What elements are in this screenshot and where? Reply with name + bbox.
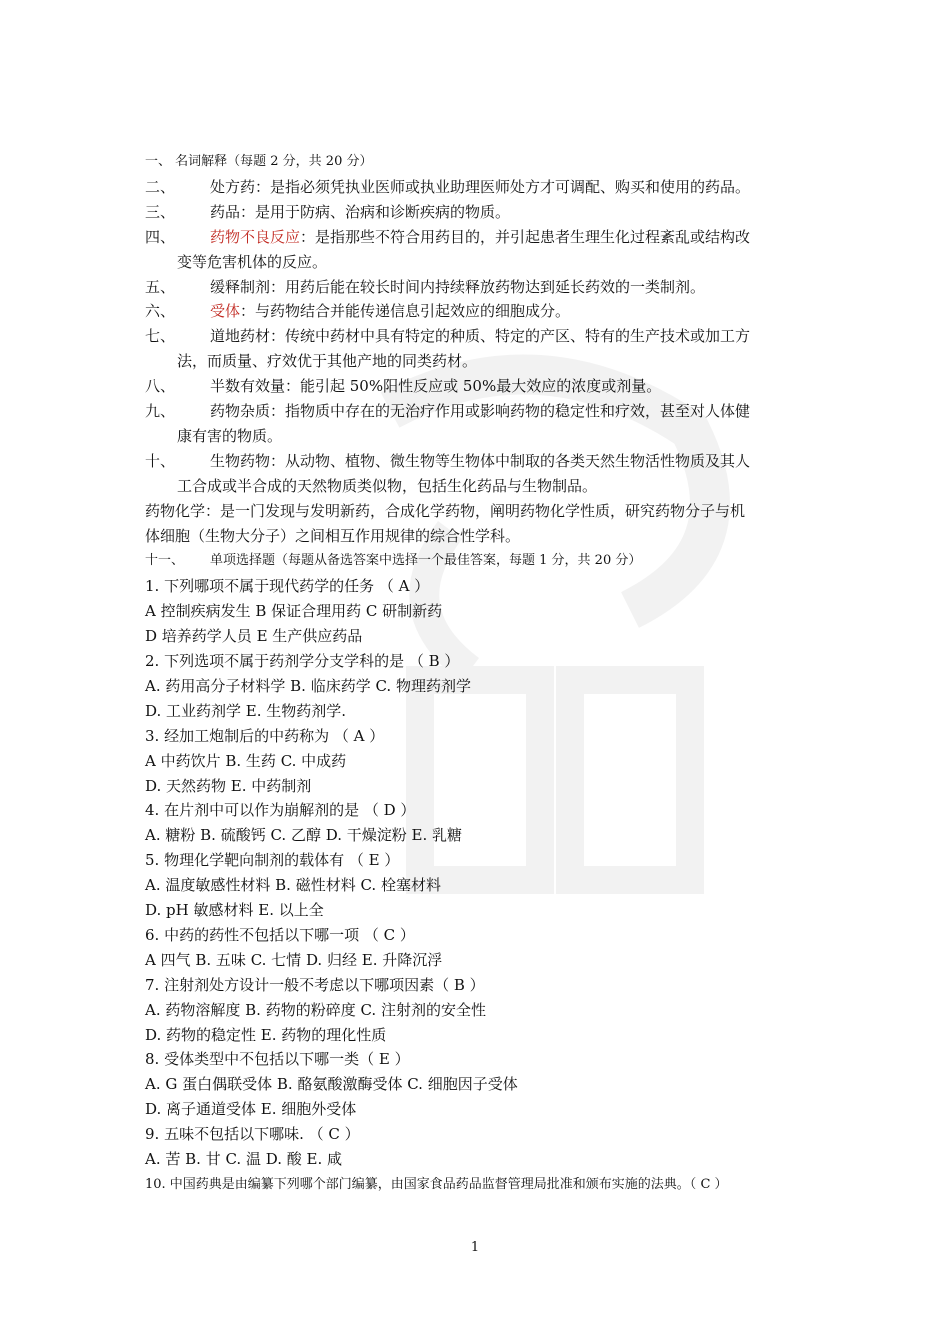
question-options: D. pH 敏感材料 E. 以上全 (145, 901, 324, 919)
question-options: A. 苦 B. 甘 C. 温 D. 酸 E. 咸 (145, 1150, 342, 1168)
item-number: 五、 (145, 278, 176, 296)
definition-continuation: 工合成或半合成的天然物质类似物，包括生化药品与生物制品。 (177, 477, 598, 495)
question: 9. 五味不包括以下哪味. （ C ） (145, 1125, 360, 1143)
definition-item (145, 277, 706, 297)
definition-item (145, 177, 751, 197)
item-text: 生物药物：从动物、植物、微生物等生物体中制取的各类天然生物活性物质及其人 (210, 452, 751, 470)
item-number: 四、 (145, 228, 176, 246)
highlighted-term: 受体 (210, 302, 241, 320)
definition-item (145, 451, 751, 471)
section-heading-definitions: 一、 名词解释（每题 2 分，共 20 分） (145, 154, 373, 169)
item-text: 药物杂质：指物质中存在的无治疗作用或影响药物的稳定性和疗效，甚至对人体健 (210, 402, 751, 420)
item-text: 道地药材：传统中药材中具有特定的种质、特定的产区、特有的生产技术或加工方 (210, 327, 751, 345)
question: 6. 中药的药性不包括以下哪一项 （ C ） (145, 926, 415, 944)
question: 2. 下列选项不属于药剂学分支学科的是 （ B ） (145, 652, 460, 670)
question-options: D. 天然药物 E. 中药制剂 (145, 777, 312, 795)
definition-paragraph: 体细胞（生物大分子）之间相互作用规律的综合性学科。 (145, 527, 521, 545)
item-number: 十、 (145, 452, 176, 470)
question-options: A. 药物溶解度 B. 药物的粉碎度 C. 注射剂的安全性 (145, 1001, 486, 1019)
question-options: A 中药饮片 B. 生药 C. 中成药 (145, 752, 347, 770)
question-options: D. 工业药剂学 E. 生物药剂学. (145, 702, 347, 720)
question-options: A. 温度敏感性材料 B. 磁性材料 C. 栓塞材料 (145, 876, 441, 894)
item-number: 八、 (145, 377, 176, 395)
definition-item (145, 227, 751, 247)
item-text: ：与药物结合并能传递信息引起效应的细胞成分。 (240, 302, 571, 320)
item-number: 九、 (145, 402, 176, 420)
definition-continuation: 变等危害机体的反应。 (177, 253, 328, 271)
question-options: D 培养药学人员 E 生产供应药品 (145, 627, 363, 645)
definition-continuation: 康有害的物质。 (177, 427, 283, 445)
question: 3. 经加工炮制后的中药称为 （ A ） (145, 727, 385, 745)
definition-continuation: 法，而质量、疗效优于其他产地的同类药材。 (177, 352, 478, 370)
page-number: 1 (470, 1240, 480, 1255)
item-number: 二、 (145, 178, 176, 196)
question: 7. 注射剂处方设计一般不考虑以下哪项因素（ B ） (145, 976, 485, 994)
definition-item (145, 376, 662, 396)
question: 1. 下列哪项不属于现代药学的任务 （ A ） (145, 577, 430, 595)
question-options: D. 离子通道受体 E. 细胞外受体 (145, 1100, 357, 1118)
item-text: 药品：是用于防病、治病和诊断疾病的物质。 (210, 203, 511, 221)
item-number: 六、 (145, 302, 176, 320)
question-options: A. 糖粉 B. 硫酸钙 C. 乙醇 D. 干燥淀粉 E. 乳糖 (145, 826, 462, 844)
question: 4. 在片剂中可以作为崩解剂的是 （ D ） (145, 801, 416, 819)
section-heading-choice (145, 551, 642, 571)
question-options: A. 药用高分子材料学 B. 临床药学 C. 物理药剂学 (145, 677, 471, 695)
question-options: A. G 蛋白偶联受体 B. 酪氨酸激酶受体 C. 细胞因子受体 (145, 1075, 518, 1093)
definition-item (145, 401, 751, 421)
question-options: A 控制疾病发生 B 保证合理用药 C 研制新药 (145, 602, 443, 620)
highlighted-term: 药物不良反应 (210, 228, 301, 246)
item-text: 半数有效量：能引起 50%阳性反应或 50%最大效应的浓度或剂量。 (210, 377, 662, 395)
question: 5. 物理化学靶向制剂的载体有 （ E ） (145, 851, 400, 869)
question-options: D. 药物的稳定性 E. 药物的理化性质 (145, 1026, 387, 1044)
item-text: 缓释制剂：用药后能在较长时间内持续释放药物达到延长药效的一类制剂。 (210, 278, 706, 296)
question-options: A 四气 B. 五味 C. 七情 D. 归经 E. 升降沉浮 (145, 951, 443, 969)
definition-item (145, 202, 511, 222)
definition-item (145, 326, 751, 346)
item-number: 十一、 (145, 553, 185, 568)
item-number: 三、 (145, 203, 176, 221)
definition-paragraph: 药物化学：是一门发现与发明新药，合成化学药物，阐明药物化学性质，研究药物分子与机 (145, 502, 746, 520)
question: 10. 中国药典是由编纂下列哪个部门编纂，由国家食品药品监督管理局批准和颁布实施的法典。（ C ） (145, 1177, 728, 1192)
definition-item (145, 301, 571, 321)
item-text: 处方药：是指必须凭执业医师或执业助理医师处方才可调配、购买和使用的药品。 (210, 178, 751, 196)
item-number: 七、 (145, 327, 176, 345)
question: 8. 受体类型中不包括以下哪一类（ E ） (145, 1050, 410, 1068)
item-text: 单项选择题（每题从备选答案中选择一个最佳答案，每题 1 分，共 20 分） (210, 553, 642, 568)
item-text: ：是指那些不符合用药目的，并引起患者生理生化过程紊乱或结构改 (300, 228, 751, 246)
